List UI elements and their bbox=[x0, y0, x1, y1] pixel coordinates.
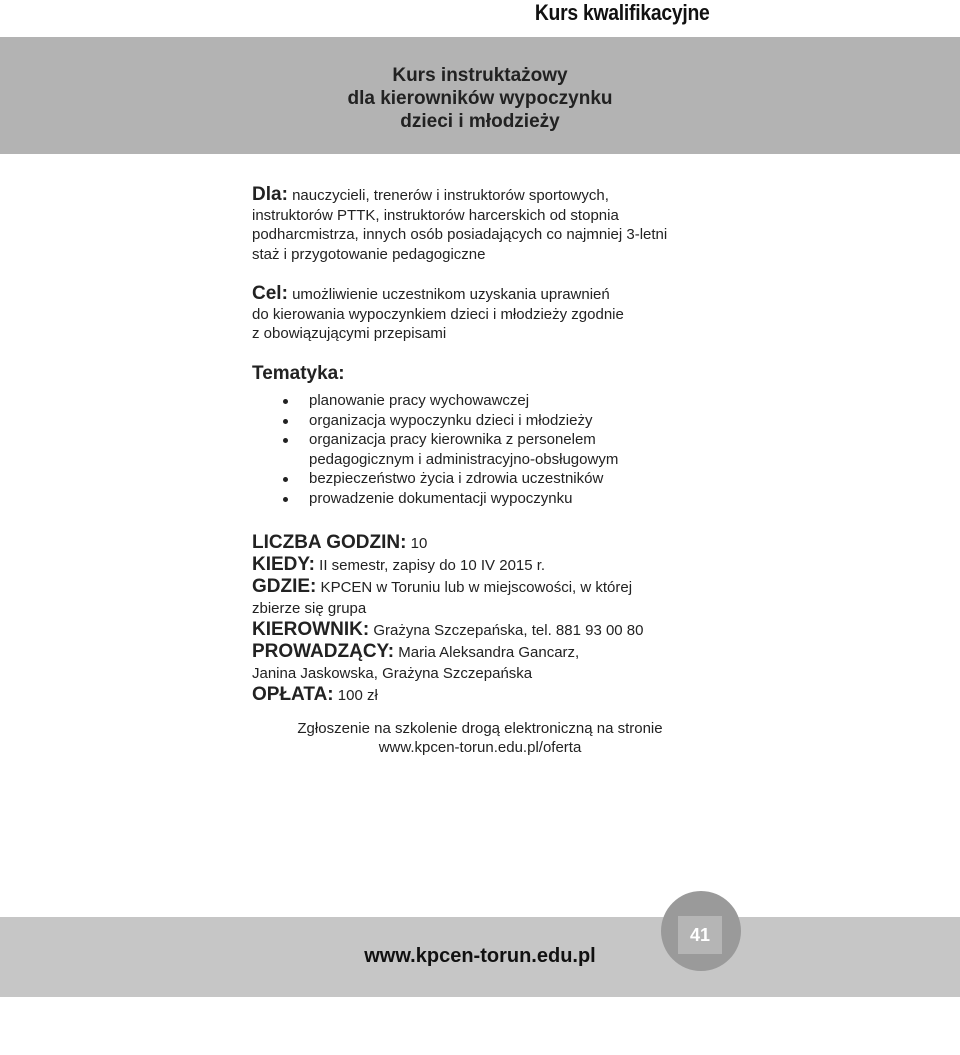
for-whom-section bbox=[252, 185, 712, 264]
course-description bbox=[252, 185, 712, 706]
manager-value: Grażyna Szczepańska, tel. 881 93 00 80 bbox=[369, 622, 644, 639]
for-whom-label: Dla: bbox=[252, 184, 288, 205]
goal-text: do kierowania wypoczynkiem dzieci i młodzieży zgodnie bbox=[252, 305, 624, 323]
hours-label: LICZBA GODZIN: bbox=[252, 532, 407, 553]
when-value: II semestr, zapisy do 10 IV 2015 r. bbox=[314, 557, 546, 574]
signup-link[interactable]: www.kpcen-torun.edu.pl/oferta bbox=[378, 739, 582, 756]
bullet-icon bbox=[283, 497, 288, 502]
course-title-line-2: dla kierowników wypoczynku bbox=[347, 88, 613, 109]
list-item: organizacja wypoczynku dzieci i młodzieży bbox=[252, 411, 712, 431]
leaders-value: Maria Aleksandra Gancarz, bbox=[394, 644, 580, 661]
when-label: KIEDY: bbox=[252, 554, 315, 575]
footer-url-link[interactable]: www.kpcen-torun.edu.pl bbox=[364, 945, 596, 967]
where-label: GDZIE: bbox=[252, 576, 317, 597]
fee-value: 100 zł bbox=[333, 687, 378, 704]
leaders-value: Janina Jaskowska, Grażyna Szczepańska bbox=[252, 665, 533, 682]
list-item: bezpieczeństwo życia i zdrowia uczestników bbox=[252, 469, 712, 489]
bullet-icon bbox=[283, 477, 288, 482]
leaders-label: PROWADZĄCY: bbox=[252, 641, 395, 662]
fee-label: OPŁATA: bbox=[252, 684, 334, 705]
where-value: zbierze się grupa bbox=[252, 600, 367, 617]
goal-label: Cel: bbox=[252, 283, 288, 304]
section-title: Kurs kwalifikacyjne bbox=[535, 0, 710, 25]
goal-text: z obowiązującymi przepisami bbox=[252, 325, 447, 342]
signup-text: Zgłoszenie na szkolenie drogą elektroniczną na stronie bbox=[297, 720, 663, 737]
bullet-icon bbox=[283, 419, 288, 424]
course-title-line-3: dzieci i młodzieży bbox=[400, 111, 560, 132]
topics-label: Tematyka: bbox=[252, 362, 345, 384]
manager-label: KIEROWNIK: bbox=[252, 619, 370, 640]
goal-section bbox=[252, 284, 712, 344]
list-item: planowanie pracy wychowawczej bbox=[252, 391, 712, 411]
list-item: prowadzenie dokumentacji wypoczynku bbox=[252, 489, 712, 509]
bullet-icon bbox=[283, 438, 288, 443]
goal-text: umożliwienie uczestnikom uzyskania uprawnień bbox=[287, 286, 610, 303]
hours-value: 10 bbox=[406, 535, 428, 552]
for-whom-text: instruktorów PTTK, instruktorów harcerskich od stopnia bbox=[252, 206, 619, 224]
where-value: KPCEN w Toruniu lub w miejscowości, w której bbox=[316, 579, 633, 596]
for-whom-text: staż i przygotowanie pedagogiczne bbox=[252, 245, 486, 263]
topics-section bbox=[252, 364, 712, 509]
course-title-banner bbox=[0, 37, 960, 154]
page-number: 41 bbox=[678, 916, 722, 954]
topics-list bbox=[252, 391, 712, 508]
bullet-icon bbox=[283, 399, 288, 404]
signup-info bbox=[200, 719, 760, 757]
for-whom-text: nauczycieli, trenerów i instruktorów sportowych, bbox=[287, 187, 609, 204]
course-details bbox=[252, 532, 712, 706]
list-item: organizacja pracy kierownika z personelem pedagogicznym i administracyjno-obsługowym bbox=[252, 430, 712, 469]
for-whom-text: podharcmistrza, innych osób posiadających co najmniej 3-letni bbox=[252, 226, 668, 243]
course-title-line-1: Kurs instruktażowy bbox=[392, 65, 568, 86]
